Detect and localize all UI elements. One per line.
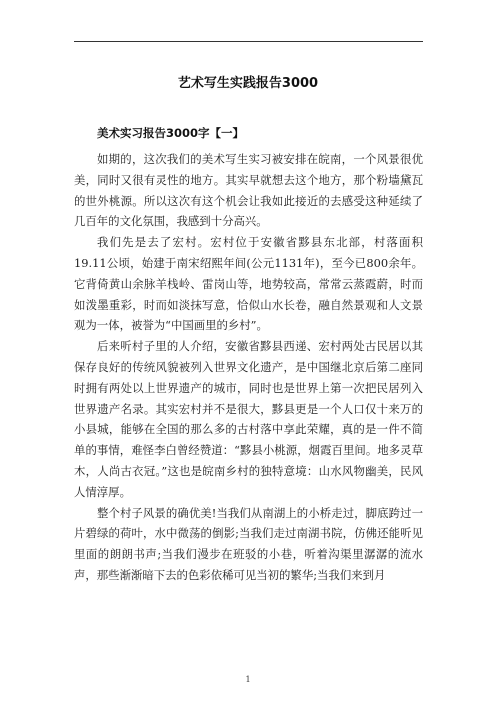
paragraph-2: 我们先是去了宏村。宏村位于安徽省黟县东北部，村落面积19.11公顷，始建于南宋绍熙年间(公元1131年)，至今已800余年。它背倚黄山余脉羊栈岭、雷岗山等，地势较高，常常云蒸霞蔚，时而如泼墨重彩，时而如淡抹写意，恰似山水长卷，融自然景观和人文景观为一体，被誉为“中国画里的乡村”。 <box>74 235 423 333</box>
header-rule <box>74 41 423 42</box>
paragraph-4: 整个村子风景的确优美!当我们从南湖上的小桥走过，脚底跨过一片碧绿的荷叶，水中微荡的倒影;当我们走过南湖书院，仿佛还能听见里面的朗朗书声;当我们漫步在班驳的小巷，听着沟渠里潺潺的流水声，那些渐渐暗下去的色彩依稀可见当初的繁华;当我们来到月 <box>74 505 423 582</box>
page-number: 1 <box>245 675 251 684</box>
section-heading: 美术实习报告3000字【一】 <box>97 126 245 140</box>
body-text <box>74 149 423 586</box>
paragraph-1: 如期的，这次我们的美术写生实习被安排在皖南，一个风景很优美，同时又很有灵性的地方。其实早就想去这个地方，那个粉墙黛瓦的世外桃源。所以这次有这个机会让我如此接近的去感受这种延续了几百年的文化氛围，我感到十分高兴。 <box>74 152 423 229</box>
paragraph-3: 后来听村子里的人介绍，安徽省黟县西递、宏村两处古民居以其保存良好的传统风貌被列入世界文化遗产，是中国继北京后第二座同时拥有两处以上世界遗产的城市，同时也是世界上第一次把民居列入世界遗产名录。其实宏村并不是很大，黟县更是一个人口仅十来万的小县城，能够在全国的那么多的古村落中享此荣耀，真的是一件不简单的事情，难怪李白曾经赞道：“黟县小桃源，烟霞百里间。地多灵草木，人尚古衣冠。”这也是皖南乡村的独特意境：山水风物幽美，民风人情淳厚。 <box>74 339 423 499</box>
document-title: 艺术写生实践报告3000 <box>177 76 319 91</box>
